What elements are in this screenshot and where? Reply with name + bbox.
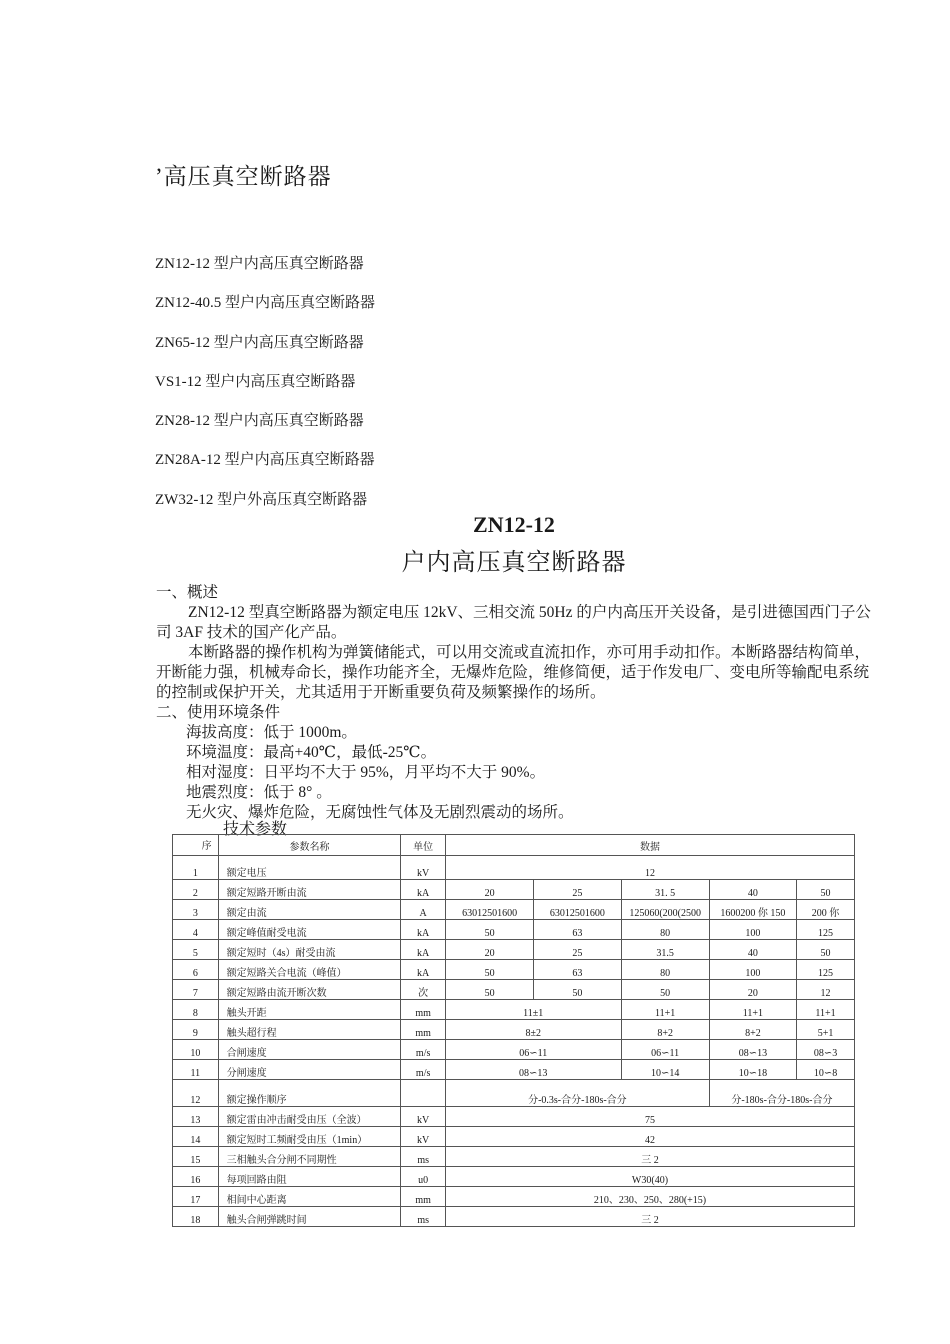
overview-paragraph: ZN12-12 型真空断路器为额定电压 12kV、三相交流 50Hz 的户内高压开关设备，是引进德国西门子公司 3AF 技术的国产化产品。 [156,604,871,641]
cell-unit [401,1080,446,1107]
overview-heading: 一、概述 [156,584,219,601]
cell-name: 额定短时（4s）耐受由流 [218,940,401,960]
cell-seq: 11 [173,1060,219,1080]
cell-value: 08∽13 [709,1040,796,1060]
cell-value: 12 [445,856,854,880]
model-subtitle: 户内高压真空断路器 [401,550,627,576]
cell-unit: A [401,900,446,920]
cell-value: 63 [534,960,621,980]
table-row [173,1207,855,1227]
cell-value: 三 2 [445,1147,854,1167]
cell-name: 额定操作顺序 [218,1080,401,1107]
model-list-item: ZN28A-12 型户内高压真空断路器 [155,452,375,469]
cell-unit: kA [401,880,446,900]
cell-value: 125060(200(2500 [621,900,709,920]
cell-unit: kV [401,1107,446,1127]
cell-value: 25 [534,940,621,960]
cell-seq: 7 [173,980,219,1000]
cell-value: 11+1 [709,1000,796,1020]
cell-seq: 9 [173,1020,219,1040]
cell-seq: 8 [173,1000,219,1020]
cell-value: 08∽3 [797,1040,855,1060]
cell-unit: kA [401,960,446,980]
cell-unit: m/s [401,1060,446,1080]
model-list-item: ZN28-12 型户内高压真空断路器 [155,413,364,430]
cell-seq: 18 [173,1207,219,1227]
cell-name: 额定峰值耐受电流 [218,920,401,940]
cell-name: 额定短路开断由流 [218,880,401,900]
cell-name: 触头超行程 [218,1020,401,1040]
model-list-item: ZN12-40.5 型户内高压真空断路器 [155,295,375,312]
cell-value: 40 [709,880,796,900]
cell-value: 63 [534,920,621,940]
cell-value: 50 [621,980,709,1000]
cell-seq: 14 [173,1127,219,1147]
tech-params-table [172,834,855,1227]
cell-value: 8+2 [709,1020,796,1040]
cell-unit: kA [401,940,446,960]
table-row [173,1127,855,1147]
cell-value: 125 [797,920,855,940]
cell-value: 分-180s-合分-180s-合分 [709,1080,854,1107]
cell-value: 75 [445,1107,854,1127]
cell-value: 06∽11 [445,1040,621,1060]
overview-paragraph: 本断路器的操作机构为弹簧储能式，可以用交流或直流扣作，亦可用手动扣作。本断路器结构简单，开断能力强，机械寿命长，操作功能齐全，无爆炸危险，维修简便，适于作发电厂、变电所等输配电系统的控制或保护开关，尤其适用于开断重要负荷及频繁操作的场所。 [156,644,871,701]
cell-unit: m/s [401,1040,446,1060]
cell-value: 50 [797,940,855,960]
cell-value: 1600200 你 150 [709,900,796,920]
cell-value: 10∽8 [797,1060,855,1080]
cell-value: 50 [797,880,855,900]
environment-heading: 二、使用环境条件 [156,704,281,721]
cell-name: 触头合闸弹跳时间 [218,1207,401,1227]
cell-value: 08∽13 [445,1060,621,1080]
cell-name: 额定雷由冲击耐受由压（全波） [218,1107,401,1127]
header-seq: 序 [173,835,219,856]
cell-name: 额定短路关合电流（峰值） [218,960,401,980]
table-row [173,1107,855,1127]
cell-value: 8+2 [621,1020,709,1040]
cell-value: 分-0.3s-合分-180s-合分 [445,1080,709,1107]
environment-item: 无火灾、爆炸危险，无腐蚀性气体及无剧烈震动的场所。 [186,804,574,821]
header-name: 参数名称 [218,835,401,856]
table-row [173,1167,855,1187]
model-list-item: ZW32-12 型户外高压真空断路器 [155,491,368,508]
cell-seq: 1 [173,856,219,880]
cell-value: 210、230、250、280(+15) [445,1187,854,1207]
cell-seq: 5 [173,940,219,960]
cell-value: 8±2 [445,1020,621,1040]
cell-seq: 4 [173,920,219,940]
cell-unit: u0 [401,1167,446,1187]
cell-value: 200 你 [797,900,855,920]
cell-value: 10∽18 [709,1060,796,1080]
cell-seq: 2 [173,880,219,900]
cell-name: 额定短路由流开断次数 [218,980,401,1000]
cell-value: 31.5 [621,940,709,960]
cell-value: 80 [621,920,709,940]
cell-value: 63012501600 [534,900,621,920]
cell-seq: 3 [173,900,219,920]
table-row [173,960,855,980]
model-list-item: ZN12-12 型户内高压真空断路器 [155,256,364,272]
model-list [155,254,375,529]
cell-value: 06∽11 [621,1040,709,1060]
model-title: ZN12-12 [473,512,555,537]
cell-value: 10∽14 [621,1060,709,1080]
table-header-row [173,835,855,856]
table-row [173,856,855,880]
cell-unit: ms [401,1147,446,1167]
environment-item: 相对湿度：日平均不大于 95%，月平均不大于 90%。 [186,764,546,781]
cell-value: 125 [797,960,855,980]
cell-value: 11+1 [621,1000,709,1020]
cell-unit: mm [401,1187,446,1207]
document-body [156,583,874,823]
cell-value: 40 [709,940,796,960]
cell-seq: 16 [173,1167,219,1187]
cell-name: 额定短时工频耐受由压（1min） [218,1127,401,1147]
cell-name: 相间中心距离 [218,1187,401,1207]
cell-value: 20 [445,880,533,900]
environment-item: 环境温度：最高+40℃，最低-25℃。 [186,744,437,761]
table-row [173,1060,855,1080]
cell-value: 50 [445,980,533,1000]
model-list-item: ZN65-12 型户内高压真空断路器 [155,334,364,351]
model-list-item: VS1-12 型户内高压真空断路器 [155,373,356,390]
table-row [173,900,855,920]
cell-seq: 6 [173,960,219,980]
table-row [173,920,855,940]
cell-seq: 12 [173,1080,219,1107]
table-row [173,1147,855,1167]
cell-value: 100 [709,960,796,980]
table-row [173,940,855,960]
cell-name: 三相触头合分闸不同期性 [218,1147,401,1167]
cell-value: 63012501600 [445,900,533,920]
cell-value: 5+1 [797,1020,855,1040]
cell-unit: kA [401,920,446,940]
cell-value: 20 [709,980,796,1000]
table-row [173,880,855,900]
cell-seq: 15 [173,1147,219,1167]
cell-name: 触头开距 [218,1000,401,1020]
tech-params-label: 技术参数 [223,821,288,838]
cell-unit: ms [401,1207,446,1227]
table-row [173,1187,855,1207]
table-row [173,1020,855,1040]
cell-unit: kV [401,856,446,880]
cell-name: 分闸速度 [218,1060,401,1080]
cell-name: 合闸速度 [218,1040,401,1060]
cell-name: 每项回路由阻 [218,1167,401,1187]
cell-seq: 17 [173,1187,219,1207]
cell-value: 三 2 [445,1207,854,1227]
cell-value: 50 [534,980,621,1000]
cell-seq: 10 [173,1040,219,1060]
cell-value: 12 [797,980,855,1000]
header-data: 数据 [445,835,854,856]
environment-item: 地震烈度：低于 8° 。 [186,784,332,801]
cell-seq: 13 [173,1107,219,1127]
cell-name: 额定电压 [218,856,401,880]
cell-value: 50 [445,920,533,940]
environment-item: 海拔高度：低于 1000m。 [186,724,357,741]
cell-value: W30(40) [445,1167,854,1187]
cell-unit: mm [401,1000,446,1020]
cell-unit: kV [401,1127,446,1147]
cell-value: 11+1 [797,1000,855,1020]
cell-value: 20 [445,940,533,960]
cell-value: 42 [445,1127,854,1147]
cell-value: 11±1 [445,1000,621,1020]
table-row [173,1040,855,1060]
cell-unit: mm [401,1020,446,1040]
table-row [173,1080,855,1107]
cell-name: 额定由流 [218,900,401,920]
table-row [173,980,855,1000]
cell-unit: 次 [401,980,446,1000]
cell-value: 50 [445,960,533,980]
cell-value: 100 [709,920,796,940]
cell-value: 80 [621,960,709,980]
page-heading: ’高压真空断路器 [155,164,332,189]
header-unit: 单位 [401,835,446,856]
cell-value: 25 [534,880,621,900]
cell-value: 31. 5 [621,880,709,900]
table-row [173,1000,855,1020]
